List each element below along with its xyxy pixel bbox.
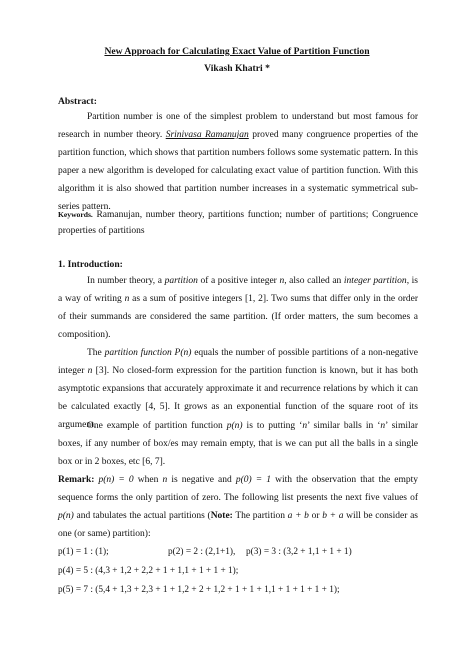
math-pn: p(n) <box>58 510 74 521</box>
var-n: n <box>302 421 308 431</box>
intro-p3-text-b: is to putting ‘ <box>242 421 303 431</box>
keywords-text: Ramanujan, number theory, partitions function; number of partitions; Congruence properties of partitions <box>58 210 418 236</box>
keywords-paragraph <box>58 207 418 239</box>
remark-text-b: is negative and <box>167 475 236 485</box>
intro-p3-text-d: ’ similar boxes, if any number of box/es may remain empty, that is we can put all the balls in a single box or in 2 boxes, etc [6, 7]. <box>58 421 418 467</box>
author-name: Vikash Khatri * <box>204 63 270 74</box>
math-b-plus-a: b + a <box>322 510 344 521</box>
partition-function-term: partition function P(n) <box>104 348 192 358</box>
abstract-text-1: Partition number is one of the simplest problem to understand but most famous for research in number theory. <box>58 112 418 140</box>
math-pn-zero: p(n) = 0 <box>94 475 134 485</box>
abstract-text-2: proved many congruence properties of the partition function, which shows that partition numbers follows some systematic pattern. In this paper a new algorithm is developed for calculating exact value of partition function. With this algorithm it is also showed that partition number increases in a systematic symmetrical sub-series pattern. <box>58 129 419 212</box>
var-n: n <box>124 293 130 304</box>
var-n: n <box>279 276 285 286</box>
remark-text-d: and tabulates the actual partitions ( <box>73 510 211 521</box>
intro-p2-text-b: equals the number of possible partitions of a non-negative integer <box>58 348 418 376</box>
remark-text-c: with the observation that the empty sequence forms the only partition of zero. The following list presents the next five values of <box>58 475 419 503</box>
partition-p5: p(5) = 7 : (5,4 + 1,3 + 2,3 + 1 + 1,2 + 2 + 1,2 + 1 + 1 + 1,1 + 1 + 1 + 1 + 1); <box>58 585 340 595</box>
var-n: n <box>162 475 168 485</box>
intro-p1-text-b: of a positive integer <box>197 276 280 286</box>
var-n: n <box>380 421 386 431</box>
ramanujan-name: Srinivasa Ramanujan <box>165 129 249 140</box>
abstract-heading: Abstract: <box>58 96 97 107</box>
var-n: n <box>87 365 93 376</box>
intro-p3-text-a: One example of partition function <box>87 421 227 431</box>
paper-title: New Approach for Calculating Exact Value of Partition Function <box>104 46 370 57</box>
intro-paragraph-1 <box>58 273 418 345</box>
remark-text-e: The partition <box>232 510 288 521</box>
remark-label: Remark: <box>58 475 95 485</box>
intro-p1-text-a: In number theory, a <box>87 276 165 286</box>
keywords-label: Keywords. <box>58 210 93 219</box>
abstract-paragraph <box>58 109 418 216</box>
partition-p2: p(2) = 2 : (2,1+1), <box>168 547 236 557</box>
math-pn: p(n) <box>226 421 243 431</box>
remark-text-g: will be consider as one (or same) partition): <box>58 510 418 539</box>
intro-paragraph-3 <box>58 418 418 472</box>
math-p0: p(0) = 1 <box>235 475 272 485</box>
partition-term: partition <box>164 276 198 286</box>
partition-p3: p(3) = 3 : (3,2 + 1,1 + 1 + 1) <box>246 547 352 557</box>
integer-partition-term: integer partition <box>343 276 407 286</box>
introduction-heading: 1. Introduction: <box>58 259 123 270</box>
math-a-plus-b: a + b <box>287 510 309 521</box>
intro-p2-text-c: [3]. No closed-form expression for the partition function is known, but it has both asymptotic expansions that accurately approximate it and recurrence relations by which it can be calculated exactly [4, 5]. It grows as an exponential function of the square root of its argument. <box>58 365 418 430</box>
intro-p1-text-c: , also called an <box>284 276 344 286</box>
intro-p1-text-d: , is a way of writing <box>58 276 418 304</box>
intro-p3-text-c: ’ similar balls in ‘ <box>307 421 381 431</box>
intro-p1-text-e: as a sum of positive integers [1, 2]. Two sums that differ only in the order of their summands are considered the same partition. (If order matters, the sum becomes a composition). <box>58 293 418 340</box>
remark-paragraph <box>58 472 418 544</box>
intro-p2-text-a: The <box>87 348 105 358</box>
remark-text-a: when <box>133 475 163 485</box>
partition-p4: p(4) = 5 : (4,3 + 1,2 + 2,2 + 1 + 1,1 + 1 + 1 + 1); <box>58 566 239 576</box>
remark-text-f: or <box>308 510 323 521</box>
note-label: Note: <box>210 510 233 521</box>
partition-p1: p(1) = 1 : (1); <box>58 547 109 557</box>
